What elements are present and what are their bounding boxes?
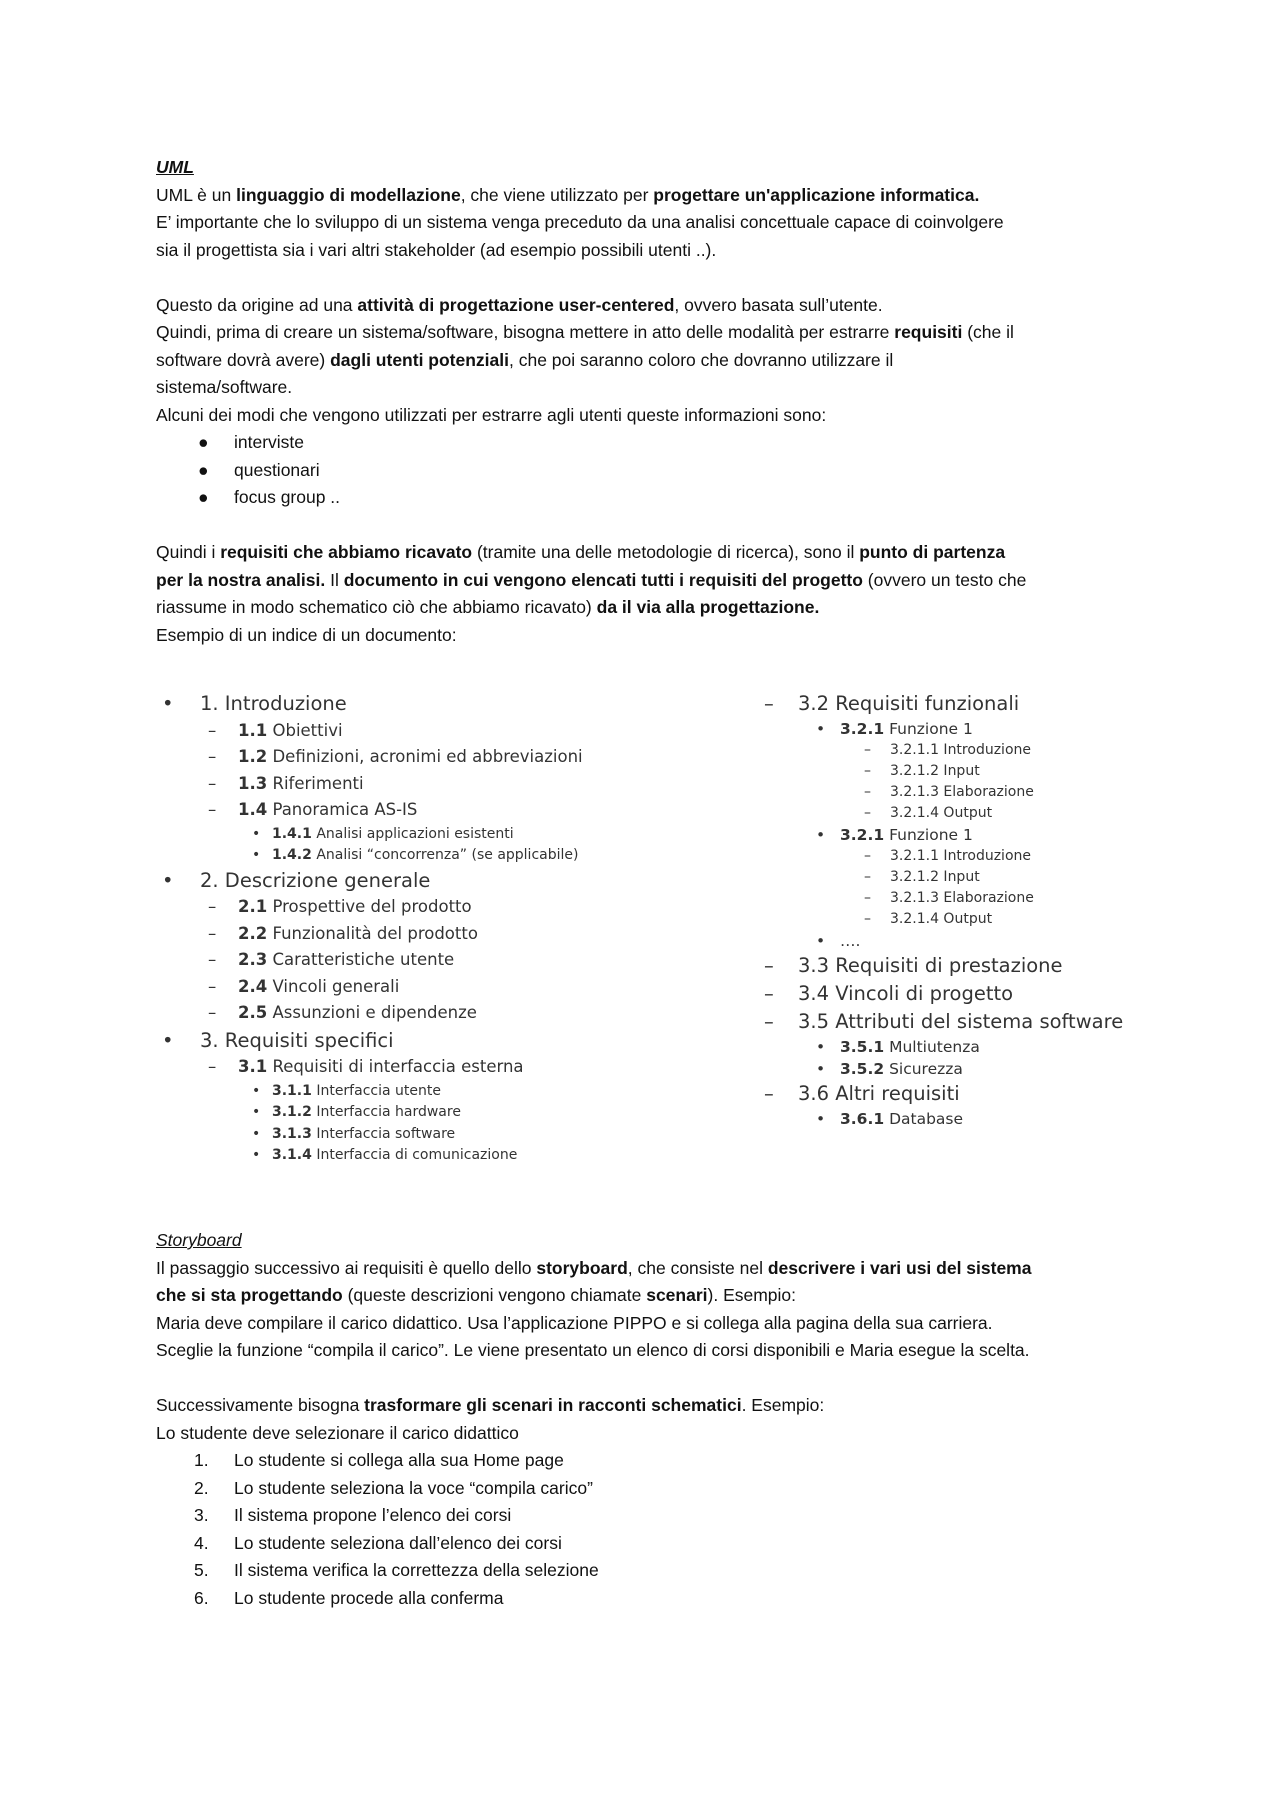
toc-number: 3.2.1.3 bbox=[890, 890, 939, 906]
toc-title: Requisiti specifici bbox=[218, 1028, 394, 1052]
toc-entry bbox=[760, 803, 1180, 824]
toc-number: 1.4.1 bbox=[272, 825, 312, 842]
uml-section bbox=[156, 154, 1146, 649]
toc-marker-icon: • bbox=[816, 826, 826, 844]
toc-marker-icon: • bbox=[162, 692, 174, 715]
toc-entry bbox=[760, 888, 1180, 909]
toc-number: 3.6 bbox=[798, 1082, 830, 1105]
section-heading-storyboard: Storyboard bbox=[156, 1230, 242, 1250]
toc-marker-icon: – bbox=[208, 800, 217, 819]
toc-entry bbox=[162, 824, 742, 846]
toc-entry bbox=[162, 1027, 742, 1055]
list-item: 3. Il sistema propone l’elenco dei corsi bbox=[194, 1505, 512, 1525]
toc-marker-icon: – bbox=[208, 950, 217, 969]
toc-number: 3.2.1.1 bbox=[890, 848, 939, 864]
toc-marker-icon: – bbox=[208, 1057, 217, 1076]
toc-title: …. bbox=[840, 932, 861, 950]
toc-marker-icon: – bbox=[764, 1082, 774, 1105]
list-item: 5. Il sistema verifica la correttezza della selezione bbox=[194, 1560, 599, 1580]
toc-title: Panoramica AS-IS bbox=[267, 800, 418, 819]
toc-marker-icon: • bbox=[162, 868, 174, 892]
toc-marker-icon: • bbox=[816, 1038, 826, 1056]
steps-list bbox=[156, 1447, 1146, 1612]
toc-title: Riferimenti bbox=[267, 773, 364, 793]
toc-number: 1.3 bbox=[238, 773, 268, 793]
toc-marker-icon: • bbox=[252, 1082, 261, 1099]
toc-entry bbox=[760, 952, 1180, 980]
list-item: ● questionari bbox=[156, 457, 1146, 485]
toc-marker-icon: – bbox=[764, 692, 774, 715]
toc-entry bbox=[162, 974, 742, 1001]
list-item: ● focus group .. bbox=[156, 484, 1146, 512]
toc-marker-icon: – bbox=[864, 763, 871, 779]
toc-number: 3.5 bbox=[798, 1010, 830, 1033]
toc-marker-icon: – bbox=[864, 911, 871, 927]
toc-entry bbox=[162, 1124, 742, 1146]
toc-marker-icon: – bbox=[864, 890, 871, 906]
toc-title: Caratteristiche utente bbox=[267, 950, 455, 969]
paragraph-line: per la nostra analisi. Il documento in cui vengono elencati tutti i requisiti del progetto (ovvero un testo che bbox=[156, 569, 1027, 590]
toc-marker-icon: • bbox=[816, 720, 826, 738]
toc-title: Elaborazione bbox=[938, 784, 1034, 800]
toc-title: Introduzione bbox=[938, 742, 1031, 758]
bullet-icon: ● bbox=[198, 487, 209, 507]
toc-number: 3.1.2 bbox=[272, 1104, 312, 1120]
toc-entry bbox=[162, 718, 742, 745]
toc-number: 3.5.2 bbox=[840, 1060, 885, 1078]
toc-marker-icon: • bbox=[252, 1104, 261, 1120]
section-heading-uml: UML bbox=[156, 157, 194, 177]
toc-entry bbox=[760, 1058, 1180, 1080]
toc-title: Input bbox=[938, 763, 980, 779]
toc-entry bbox=[760, 1108, 1180, 1130]
list-item: 1. Lo studente si collega alla sua Home page bbox=[194, 1450, 564, 1470]
toc-marker-icon: – bbox=[864, 742, 871, 758]
toc-entry bbox=[162, 744, 742, 771]
list-item: 6. Lo studente procede alla conferma bbox=[194, 1587, 504, 1608]
toc-title: Vincoli di progetto bbox=[829, 982, 1014, 1005]
toc-title: Output bbox=[938, 805, 993, 821]
toc-title: Input bbox=[938, 869, 980, 885]
toc-number: 2.4 bbox=[238, 976, 268, 996]
toc-number: 3.1.4 bbox=[272, 1147, 312, 1163]
toc-title: Database bbox=[884, 1110, 964, 1128]
toc-number: 3.5.1 bbox=[840, 1038, 885, 1056]
toc-entry bbox=[760, 782, 1180, 803]
toc-title: Interfaccia software bbox=[311, 1125, 456, 1142]
toc-number: 1. bbox=[200, 692, 219, 715]
toc-title: Requisiti di prestazione bbox=[829, 954, 1063, 977]
paragraph-line: Sceglie la funzione “compila il carico”. Le viene presentato un elenco di corsi disponibili e Maria esegue la scelta. bbox=[156, 1340, 1030, 1360]
methods-list bbox=[156, 429, 1146, 512]
toc-title: Elaborazione bbox=[938, 890, 1034, 906]
toc-title: Definizioni, acronimi ed abbreviazioni bbox=[267, 747, 583, 766]
paragraph-line: Successivamente bisogna trasformare gli scenari in racconti schematici. Esempio: bbox=[156, 1395, 825, 1415]
toc-marker-icon: • bbox=[816, 1060, 826, 1078]
toc-marker-icon: • bbox=[252, 847, 261, 863]
paragraph-line: Maria deve compilare il carico didattico. Usa l’applicazione PIPPO e si collega alla pagina della sua carriera. bbox=[156, 1312, 993, 1333]
toc-number: 3.1 bbox=[238, 1057, 268, 1076]
toc-title: Analisi applicazioni esistenti bbox=[311, 825, 514, 842]
toc-number: 3.4 bbox=[798, 982, 830, 1005]
toc-title: Interfaccia di comunicazione bbox=[311, 1147, 518, 1163]
toc-entry bbox=[760, 846, 1180, 867]
toc-marker-icon: • bbox=[252, 1147, 261, 1163]
toc-number: 3.3 bbox=[798, 954, 830, 977]
toc-title: Attributi del sistema software bbox=[829, 1010, 1124, 1033]
toc-number: 3. bbox=[200, 1028, 219, 1052]
paragraph-line: riassume in modo schematico ciò che abbiamo ricavato) da il via alla progettazione. bbox=[156, 597, 820, 617]
toc-entry bbox=[162, 771, 742, 798]
toc-title: Obiettivi bbox=[267, 720, 343, 740]
toc-title: Analisi “concorrenza” (se applicabile) bbox=[311, 847, 579, 863]
toc-entry bbox=[760, 690, 1180, 718]
toc-marker-icon: – bbox=[764, 954, 774, 977]
toc-number: 3.1.3 bbox=[272, 1125, 312, 1142]
toc-number: 3.2.1 bbox=[840, 720, 885, 738]
toc-number: 1.2 bbox=[238, 747, 268, 766]
toc-entry bbox=[760, 867, 1180, 888]
toc-marker-icon: – bbox=[208, 1003, 217, 1022]
toc-title: Multiutenza bbox=[884, 1038, 980, 1056]
toc-entry bbox=[162, 921, 742, 948]
toc-number: 3.2.1.4 bbox=[890, 805, 939, 821]
toc-marker-icon: – bbox=[208, 897, 217, 916]
paragraph-line: Questo da origine ad una attività di progettazione user-centered, ovvero basata sull’utente. bbox=[156, 294, 883, 315]
toc-marker-icon: • bbox=[816, 1110, 826, 1128]
toc-entry bbox=[162, 1054, 742, 1081]
toc-title: Requisiti di interfaccia esterna bbox=[267, 1057, 524, 1076]
toc-number: 1.1 bbox=[238, 720, 268, 740]
toc-marker-icon: • bbox=[252, 1125, 261, 1142]
toc-title: Vincoli generali bbox=[267, 976, 400, 996]
toc-marker-icon: • bbox=[816, 932, 826, 950]
toc-number: 2.2 bbox=[238, 923, 268, 943]
toc-entry bbox=[162, 1081, 742, 1103]
toc-number: 3.2.1.4 bbox=[890, 911, 939, 927]
toc-entry bbox=[162, 1000, 742, 1027]
toc-title: Assunzioni e dipendenze bbox=[267, 1003, 477, 1022]
bullet-icon: ● bbox=[198, 459, 209, 480]
list-item: 4. Lo studente seleziona dall’elenco dei corsi bbox=[194, 1532, 562, 1553]
toc-entry bbox=[760, 909, 1180, 930]
toc-number: 3.2.1.2 bbox=[890, 869, 939, 885]
toc-number: 3.6.1 bbox=[840, 1110, 885, 1128]
toc-entry bbox=[760, 930, 1180, 952]
toc-number: 1.4 bbox=[238, 800, 268, 819]
toc-title: Altri requisiti bbox=[829, 1082, 960, 1105]
toc-entry bbox=[760, 1036, 1180, 1058]
toc-title: Output bbox=[938, 911, 993, 927]
toc-number: 3.2.1.1 bbox=[890, 742, 939, 758]
paragraph-line: software dovrà avere) dagli utenti potenziali, che poi saranno coloro che dovranno utilizzare il bbox=[156, 349, 894, 370]
paragraph-line: sia il progettista sia i vari altri stakeholder (ad esempio possibili utenti ..). bbox=[156, 239, 717, 260]
toc-entry bbox=[760, 740, 1180, 761]
list-item: 2. Lo studente seleziona la voce “compila carico” bbox=[194, 1477, 593, 1498]
toc-marker-icon: – bbox=[208, 773, 217, 793]
toc-left-column bbox=[162, 690, 742, 1167]
list-item: ● interviste bbox=[156, 429, 1146, 457]
toc-marker-icon: – bbox=[864, 784, 871, 800]
toc-number: 1.4.2 bbox=[272, 847, 312, 863]
paragraph-line: Quindi i requisiti che abbiamo ricavato (tramite una delle metodologie di ricerca), sono il punto di partenza bbox=[156, 542, 1006, 562]
toc-title: Interfaccia utente bbox=[311, 1082, 441, 1099]
toc-marker-icon: – bbox=[764, 982, 774, 1005]
paragraph-line: Il passaggio successivo ai requisiti è quello dello storyboard, che consiste nel descrivere i vari usi del sistema bbox=[156, 1257, 1032, 1278]
storyboard-section bbox=[156, 1227, 1146, 1612]
toc-entry bbox=[760, 718, 1180, 740]
toc-marker-icon: – bbox=[764, 1010, 774, 1033]
toc-title: Introduzione bbox=[938, 848, 1031, 864]
toc-title: Descrizione generale bbox=[218, 868, 431, 892]
toc-number: 3.2 bbox=[798, 692, 830, 715]
toc-entry bbox=[760, 1008, 1180, 1036]
toc-number: 2. bbox=[200, 868, 219, 892]
toc-title: Prospettive del prodotto bbox=[267, 897, 472, 916]
toc-entry bbox=[760, 824, 1180, 846]
paragraph-line: UML è un linguaggio di modellazione, che viene utilizzato per progettare un'applicazione informatica. bbox=[156, 184, 980, 205]
toc-marker-icon: – bbox=[208, 747, 217, 766]
toc-title: Sicurezza bbox=[884, 1060, 963, 1078]
toc-entry bbox=[162, 1145, 742, 1167]
toc-number: 2.5 bbox=[238, 1003, 268, 1022]
paragraph-line: Lo studente deve selezionare il carico didattico bbox=[156, 1422, 519, 1443]
paragraph-line: che si sta progettando (queste descrizioni vengono chiamate scenari). Esempio: bbox=[156, 1285, 797, 1305]
toc-marker-icon: – bbox=[864, 805, 871, 821]
toc-entry bbox=[162, 867, 742, 895]
toc-marker-icon: • bbox=[252, 825, 261, 842]
toc-title: Interfaccia hardware bbox=[311, 1104, 461, 1120]
toc-right-column bbox=[760, 690, 1180, 1130]
bullet-icon: ● bbox=[198, 432, 209, 452]
toc-title: Requisiti funzionali bbox=[829, 692, 1020, 715]
paragraph-line: E’ importante che lo sviluppo di un sistema venga preceduto da una analisi concettuale capace di coinvolgere bbox=[156, 212, 1004, 232]
toc-number: 3.2.1.3 bbox=[890, 784, 939, 800]
toc-title: Funzione 1 bbox=[884, 826, 973, 844]
toc-entry bbox=[162, 894, 742, 921]
toc-entry bbox=[162, 845, 742, 867]
toc-entry bbox=[760, 980, 1180, 1008]
toc-entry bbox=[162, 1102, 742, 1124]
toc-entry bbox=[162, 690, 742, 718]
toc-marker-icon: – bbox=[208, 976, 217, 996]
toc-entry bbox=[760, 761, 1180, 782]
toc-number: 3.2.1.2 bbox=[890, 763, 939, 779]
toc-number: 3.1.1 bbox=[272, 1082, 312, 1099]
toc-entry bbox=[162, 947, 742, 974]
toc-marker-icon: – bbox=[864, 869, 871, 885]
toc-title: Funzionalità del prodotto bbox=[267, 923, 478, 943]
toc-marker-icon: – bbox=[208, 923, 217, 943]
toc-entry bbox=[760, 1080, 1180, 1108]
toc-title: Introduzione bbox=[218, 692, 347, 715]
paragraph-line: Alcuni dei modi che vengono utilizzati per estrarre agli utenti queste informazioni sono: bbox=[156, 404, 827, 425]
toc-marker-icon: • bbox=[162, 1028, 174, 1052]
toc-marker-icon: – bbox=[864, 848, 871, 864]
toc-number: 2.3 bbox=[238, 950, 268, 969]
paragraph-line: Quindi, prima di creare un sistema/software, bisogna mettere in atto delle modalità per estrarre requisiti (che il bbox=[156, 322, 1014, 342]
paragraph-line: sistema/software. bbox=[156, 377, 293, 397]
toc-title: Funzione 1 bbox=[884, 720, 973, 738]
toc-marker-icon: – bbox=[208, 720, 217, 740]
toc-number: 3.2.1 bbox=[840, 826, 885, 844]
toc-number: 2.1 bbox=[238, 897, 268, 916]
paragraph-line: Esempio di un indice di un documento: bbox=[156, 624, 457, 645]
toc-entry bbox=[162, 797, 742, 824]
